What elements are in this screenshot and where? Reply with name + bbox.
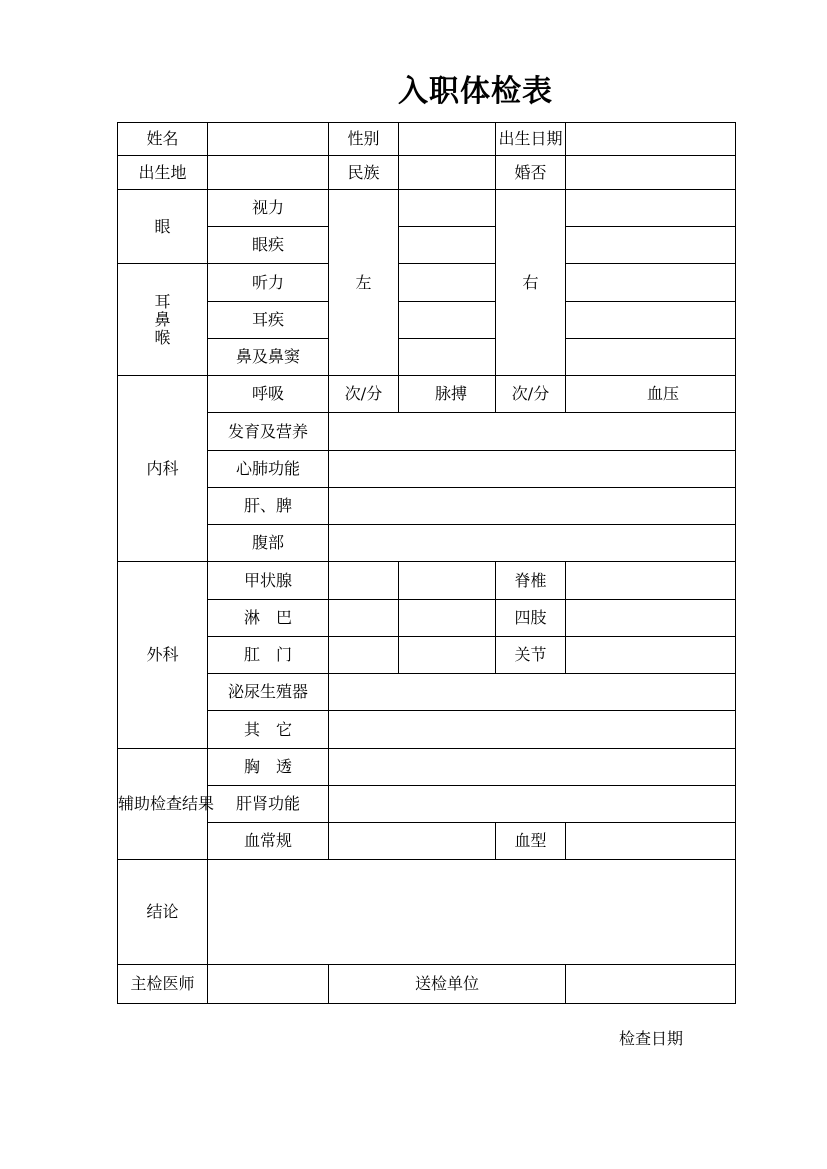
table-row (118, 965, 736, 1004)
gender-value-cell[interactable] (399, 123, 496, 156)
ent-nose-char: 鼻 (154, 309, 171, 329)
table-row (118, 376, 736, 413)
joints-label: 关节 (496, 637, 566, 674)
eye-disease-left-cell[interactable] (399, 227, 496, 264)
table-row (118, 525, 736, 562)
thyroid-value-cell-a[interactable] (329, 562, 399, 600)
limbs-label: 四肢 (496, 600, 566, 637)
chest-xray-value-cell[interactable] (329, 749, 736, 786)
internal-section-label: 内科 (118, 376, 208, 562)
blood-type-label: 血型 (496, 823, 566, 860)
ear-disease-right-cell[interactable] (566, 302, 736, 339)
check-date-label: 检查日期 (619, 1029, 684, 1048)
table-row (118, 711, 736, 749)
hearing-right-cell[interactable] (566, 264, 736, 302)
hearing-label: 听力 (208, 264, 329, 302)
liver-kidney-value-cell[interactable] (329, 786, 736, 823)
hearing-left-cell[interactable] (399, 264, 496, 302)
liver-spleen-label: 肝、脾 (208, 488, 329, 525)
birthdate-label: 出生日期 (496, 123, 566, 156)
blood-type-value-cell[interactable] (566, 823, 736, 860)
thyroid-value-cell-b[interactable] (399, 562, 496, 600)
liver-kidney-label: 肝肾功能 (208, 786, 329, 823)
marital-value-cell[interactable] (566, 156, 736, 190)
development-label: 发育及营养 (208, 413, 329, 451)
birthplace-value-cell[interactable] (208, 156, 329, 190)
auxiliary-section-label: 辅助检查结果 (118, 749, 208, 860)
breathing-label: 呼吸 (208, 376, 329, 413)
liver-spleen-value-cell[interactable] (329, 488, 736, 525)
anus-label: 肛 门 (208, 637, 329, 674)
anus-value-cell-b[interactable] (399, 637, 496, 674)
chest-xray-label: 胸 透 (208, 749, 329, 786)
conclusion-value-cell[interactable] (208, 860, 736, 965)
urogenital-value-cell[interactable] (329, 674, 736, 711)
table-row (118, 749, 736, 786)
lymph-value-cell-b[interactable] (399, 600, 496, 637)
nose-sinus-left-cell[interactable] (399, 339, 496, 376)
table-row (118, 413, 736, 451)
form-title: 入职体检表 (398, 74, 553, 109)
blood-pressure-label: 血压 (566, 376, 736, 413)
chief-doctor-value-cell[interactable] (208, 965, 329, 1004)
pulse-label: 脉搏 (399, 376, 496, 413)
table-row (118, 302, 736, 339)
eye-disease-right-cell[interactable] (566, 227, 736, 264)
table-row (118, 227, 736, 264)
sending-unit-label: 送检单位 (329, 965, 566, 1004)
nose-sinus-label: 鼻及鼻窦 (208, 339, 329, 376)
table-row (118, 156, 736, 190)
birthdate-value-cell[interactable] (566, 123, 736, 156)
table-row (118, 637, 736, 674)
table-row (118, 339, 736, 376)
ear-disease-label: 耳疾 (208, 302, 329, 339)
table-row (118, 123, 736, 156)
development-value-cell[interactable] (329, 413, 736, 451)
abdomen-value-cell[interactable] (329, 525, 736, 562)
joints-value-cell[interactable] (566, 637, 736, 674)
ent-throat-char: 喉 (154, 327, 171, 347)
table-row (118, 451, 736, 488)
anus-value-cell-a[interactable] (329, 637, 399, 674)
ent-ear-char: 耳 (154, 291, 171, 311)
nose-sinus-right-cell[interactable] (566, 339, 736, 376)
breathing-unit: 次/分 (329, 376, 399, 413)
limbs-value-cell[interactable] (566, 600, 736, 637)
lymph-label: 淋 巴 (208, 600, 329, 637)
sending-unit-value-cell[interactable] (566, 965, 736, 1004)
table-row (118, 488, 736, 525)
blood-routine-label: 血常规 (208, 823, 329, 860)
table-row (118, 860, 736, 965)
other-value-cell[interactable] (329, 711, 736, 749)
other-label: 其 它 (208, 711, 329, 749)
table-row (118, 190, 736, 227)
abdomen-label: 腹部 (208, 525, 329, 562)
eye-disease-label: 眼疾 (208, 227, 329, 264)
ethnicity-label: 民族 (329, 156, 399, 190)
birthplace-label: 出生地 (118, 156, 208, 190)
table-row (118, 562, 736, 600)
vision-label: 视力 (208, 190, 329, 227)
ethnicity-value-cell[interactable] (399, 156, 496, 190)
table-row (118, 264, 736, 302)
vision-right-cell[interactable] (566, 190, 736, 227)
cardiopulmonary-label: 心肺功能 (208, 451, 329, 488)
table-row (118, 674, 736, 711)
name-label: 姓名 (118, 123, 208, 156)
gender-label: 性别 (329, 123, 399, 156)
medical-form-sheet (117, 122, 679, 1004)
pulse-unit: 次/分 (496, 376, 566, 413)
chief-doctor-label: 主检医师 (118, 965, 208, 1004)
table-row (118, 823, 736, 860)
blood-routine-value-cell[interactable] (329, 823, 496, 860)
eye-section-label: 眼 (118, 190, 208, 264)
conclusion-label: 结论 (118, 860, 208, 965)
left-label: 左 (329, 190, 399, 376)
surgery-section-label: 外科 (118, 562, 208, 749)
ear-disease-left-cell[interactable] (399, 302, 496, 339)
cardiopulmonary-value-cell[interactable] (329, 451, 736, 488)
vision-left-cell[interactable] (399, 190, 496, 227)
thyroid-label: 甲状腺 (208, 562, 329, 600)
medical-exam-table (117, 122, 736, 1004)
marital-label: 婚否 (496, 156, 566, 190)
right-label: 右 (496, 190, 566, 376)
urogenital-label: 泌尿生殖器 (208, 674, 329, 711)
spine-label: 脊椎 (496, 562, 566, 600)
table-row (118, 600, 736, 637)
name-value-cell[interactable] (208, 123, 329, 156)
spine-value-cell[interactable] (566, 562, 736, 600)
ent-section-label (118, 264, 208, 376)
lymph-value-cell-a[interactable] (329, 600, 399, 637)
